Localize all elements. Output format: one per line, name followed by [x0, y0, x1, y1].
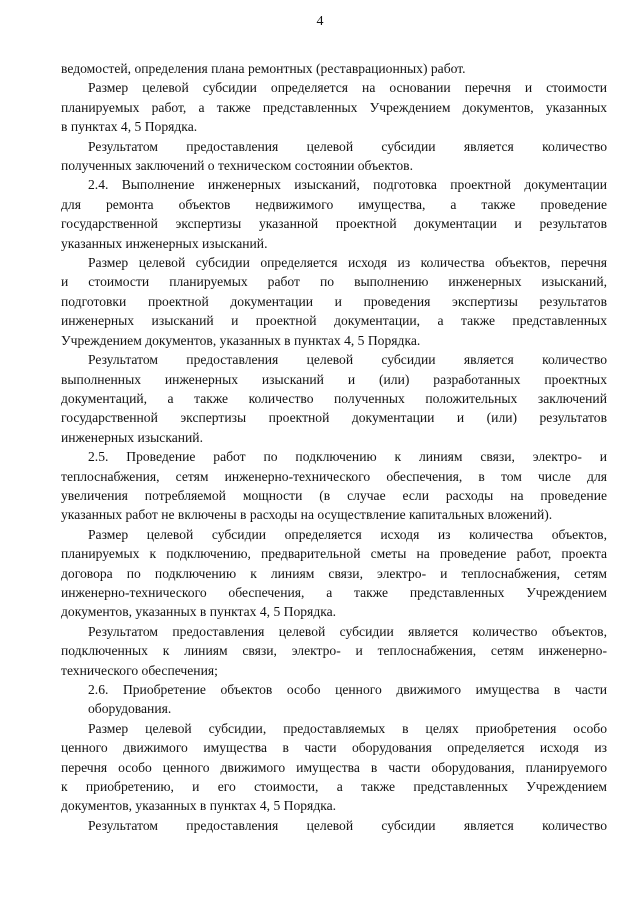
text-line: Результатом предоставления целевой субсидии является количество [88, 138, 607, 154]
text-line: документаций, а также количество полученных положительных заключений [61, 390, 607, 406]
page-number: 4 [316, 14, 324, 29]
text-line: Размер целевой субсидии, предоставляемых в целях приобретения особо [88, 720, 607, 736]
text-line: для ремонта объектов недвижимого имущества, а также проведение [61, 196, 607, 212]
text-line: инженерных изысканий и проектной документации, а также представленных [61, 313, 607, 329]
text-line: в пунктах 4, 5 Порядка. [61, 119, 198, 135]
document-body [61, 59, 607, 835]
text-line: планируемых работ, а также представленных Учреждением документов, указанных [61, 99, 607, 115]
text-line: увеличения потребляемой мощности (в случае если расходы на проведение [61, 487, 607, 503]
text-line: полученных заключений о техническом состоянии объектов. [61, 158, 413, 174]
text-line: подготовки проектной документации и проведения экспертизы результатов [61, 293, 607, 309]
text-line: 2.5. Проведение работ по подключению к линиям связи, электро- и [88, 449, 607, 465]
text-line: теплоснабжения, сетям инженерно-технического обеспечения, в том числе для [61, 468, 607, 484]
text-line: документов, указанных в пунктах 4, 5 Порядка. [61, 604, 337, 620]
text-line: государственной экспертизы проектной документации и (или) результатов [61, 410, 607, 426]
text-line: указанных работ не включены в расходы на осуществление капитальных вложений). [61, 507, 553, 523]
text-line: оборудования. [88, 701, 172, 717]
text-line: к приобретению, и его стоимости, а также представленных Учреждением [61, 779, 607, 795]
text-line: Размер целевой субсидии определяется исходя из количества объектов, перечня [88, 255, 607, 271]
text-line: технического обеспечения; [61, 662, 218, 678]
text-line: ценного движимого имущества в части оборудования определяется исходя из [61, 740, 607, 756]
text-line: указанных инженерных изысканий. [61, 235, 268, 251]
text-line: договора по подключению к линиям связи, электро- и теплоснабжения, сетям [61, 565, 607, 581]
text-line: Размер целевой субсидии определяется на основании перечня и стоимости [88, 80, 607, 96]
text-line: Результатом предоставления целевой субсидии является количество [88, 817, 607, 833]
text-line: 2.6. Приобретение объектов особо ценного движимого имущества в части [88, 682, 607, 697]
text-line: инженерно-технического обеспечения, а также представленных Учреждением [61, 584, 607, 600]
text-line: Результатом предоставления целевой субсидии является количество объектов, [88, 623, 607, 639]
text-line: документов, указанных в пунктах 4, 5 Порядка. [61, 798, 337, 814]
text-line: инженерных изысканий. [61, 429, 203, 445]
text-line: перечня особо ценного движимого имущества в части оборудования, планируемого [61, 759, 607, 775]
text-line: подключенных к линиям связи, электро- и теплоснабжения, сетям инженерно- [61, 643, 607, 659]
text-line: государственной экспертизы указанной проектной документации и результатов [61, 216, 607, 232]
text-line: ведомостей, определения плана ремонтных (реставрационных) работ. [61, 61, 466, 76]
text-line: выполненных инженерных изысканий и (или) разработанных проектных [61, 371, 607, 387]
text-line: 2.4. Выполнение инженерных изысканий, подготовка проектной документации [88, 177, 607, 193]
text-line: Учреждением документов, указанных в пунктах 4, 5 Порядка. [61, 332, 421, 348]
text-line: планируемых к подключению, предварительной сметы на проведение работ, проекта [61, 546, 607, 562]
text-line: Результатом предоставления целевой субсидии является количество [88, 352, 607, 368]
text-line: и стоимости планируемых работ по выполнению инженерных изысканий, [61, 274, 607, 290]
text-line: Размер целевой субсидии определяется исходя из количества объектов, [88, 526, 607, 542]
